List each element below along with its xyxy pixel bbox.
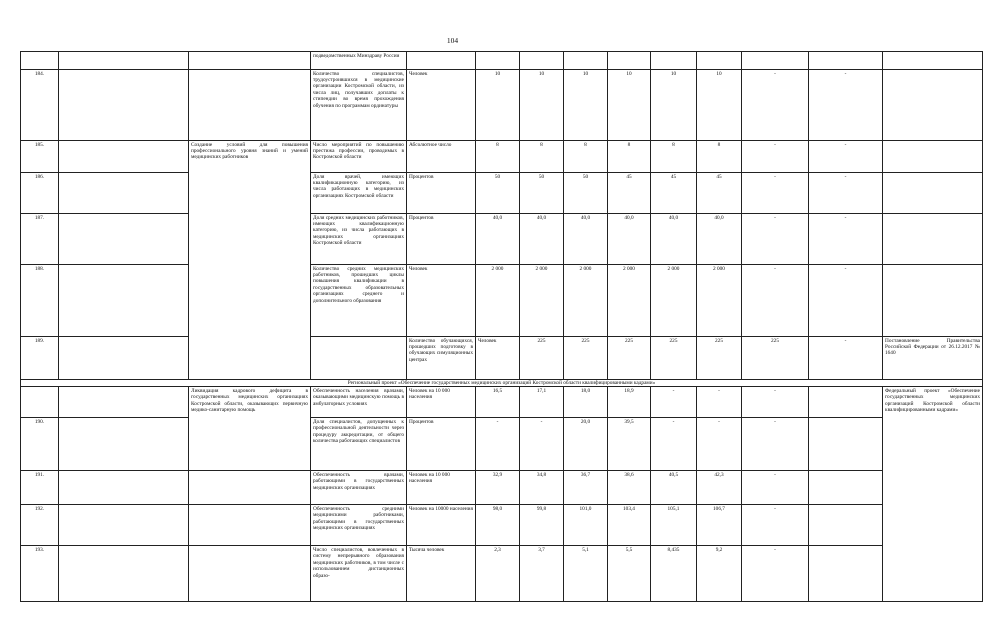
value-cell: 50 (564, 173, 608, 214)
value-cell (809, 387, 883, 418)
unit-cell: Процентов (407, 173, 476, 214)
indicator-cell: Количество специалистов, трудоустроившихся в медицинские организации Костромской области, из числа лиц, получавших доплаты к стипендии во время прохождения обучения по программам ординатуры (311, 70, 407, 141)
value-cell: 10 (651, 70, 697, 141)
doc-cell (883, 70, 983, 141)
value-cell (608, 52, 651, 70)
value-cell: - (809, 141, 883, 173)
value-cell: - (742, 214, 809, 265)
blank-cell (59, 214, 189, 265)
task-cell (189, 505, 311, 546)
doc-cell (883, 173, 983, 214)
indicator-cell: Количество обучающихся, прошедших подготовку в обучающих симуляционных центрах (407, 337, 476, 380)
value-cell: - (742, 505, 809, 546)
unit-cell: Человек на 10 000 населения (407, 387, 476, 418)
value-cell: 40,0 (697, 214, 742, 265)
value-cell: 101,0 (564, 505, 608, 546)
task-cell: Создание условий для повышения профессионального уровня знаний и умений медицинских работников (189, 141, 311, 380)
row-number: 189. (21, 337, 59, 380)
task-cell (189, 471, 311, 505)
value-cell: 2 000 (520, 265, 564, 337)
blank-cell (59, 546, 189, 602)
value-cell: 2 000 (608, 265, 651, 337)
doc-cell: Федеральный проект «Обеспечение государственных медицинских организаций Костромской области квалифицированными кадрами» (883, 387, 983, 602)
value-cell: 225 (742, 337, 809, 380)
value-cell: - (742, 387, 809, 418)
value-cell: - (809, 337, 883, 380)
indicators-table (20, 51, 983, 602)
table-row (21, 471, 983, 505)
unit-cell: Человек (407, 70, 476, 141)
table-row (21, 70, 983, 141)
blank-cell (59, 337, 189, 380)
table-row (21, 52, 983, 70)
value-cell: 5,1 (564, 546, 608, 602)
blank-cell (59, 418, 189, 471)
blank-cell (59, 70, 189, 141)
value-cell: - (651, 387, 697, 418)
value-cell: 225 (697, 337, 742, 380)
table-row (21, 546, 983, 602)
value-cell: 8 (608, 141, 651, 173)
value-cell (809, 418, 883, 471)
value-cell: 105,1 (651, 505, 697, 546)
value-cell (651, 52, 697, 70)
value-cell: - (809, 173, 883, 214)
value-cell: 8 (520, 141, 564, 173)
unit-cell: Человек (476, 337, 520, 380)
row-number: 190. (21, 418, 59, 471)
unit-cell: Процентов (407, 214, 476, 265)
value-cell: 3,7 (520, 546, 564, 602)
task-cell (189, 52, 311, 70)
task-cell (189, 70, 311, 141)
doc-cell (883, 214, 983, 265)
value-cell: 20,0 (564, 418, 608, 471)
table-row (21, 418, 983, 471)
row-number: 191. (21, 471, 59, 505)
unit-cell: Абсолютное число (407, 141, 476, 173)
value-cell: 10 (608, 70, 651, 141)
value-cell (520, 52, 564, 70)
value-cell (697, 52, 742, 70)
value-cell: 99,8 (520, 505, 564, 546)
page-number: 104 (446, 36, 459, 45)
value-cell: 45 (697, 173, 742, 214)
value-cell: 39,5 (608, 418, 651, 471)
table-row (21, 214, 983, 265)
blank-cell (59, 505, 189, 546)
value-cell: - (697, 418, 742, 471)
unit-cell (407, 52, 476, 70)
value-cell: - (742, 265, 809, 337)
value-cell (809, 546, 883, 602)
indicator-cell: Число специалистов, вовлеченных в систему непрерывного образования медицинских работников, в том числе с использованием дистанционных образо- (311, 546, 407, 602)
value-cell: 34,8 (520, 471, 564, 505)
value-cell: 10 (476, 70, 520, 141)
blank-cell (59, 387, 189, 418)
value-cell: 40,0 (651, 214, 697, 265)
row-number: 186. (21, 173, 59, 214)
row-number: 188. (21, 265, 59, 337)
value-cell: 50 (520, 173, 564, 214)
doc-cell: Постановление Правительства Российской Федерации от 26.12.2017 № 1640 (883, 337, 983, 380)
value-cell: 38,6 (608, 471, 651, 505)
value-cell: 32,9 (476, 471, 520, 505)
value-cell: 103,4 (608, 505, 651, 546)
doc-cell (883, 265, 983, 337)
indicator-cell: Количество средних медицинских работников, прошедших циклы повышения квалификации в государственных образовательных организациях среднего и дополнительного образования (311, 265, 407, 337)
value-cell: 2 000 (564, 265, 608, 337)
value-cell (476, 52, 520, 70)
value-cell: 10 (520, 70, 564, 141)
value-cell: 225 (651, 337, 697, 380)
value-cell: 40,0 (564, 214, 608, 265)
indicator-cell: подведомственных Минздраву России (311, 52, 407, 70)
value-cell: 98,0 (476, 505, 520, 546)
value-cell: 8 (476, 141, 520, 173)
value-cell: 225 (520, 337, 564, 380)
indicator-cell: Доля средних медицинских работников, имеющих квалификационную категорию, из числа работающих в медицинских организациях Костромской области (311, 214, 407, 265)
value-cell: 10 (697, 70, 742, 141)
value-cell: 2 000 (476, 265, 520, 337)
row-number: 192. (21, 505, 59, 546)
row-number (21, 52, 59, 70)
value-cell (809, 471, 883, 505)
row-number (21, 387, 59, 418)
blank-cell (59, 471, 189, 505)
value-cell: 8 (697, 141, 742, 173)
value-cell: 9,2 (697, 546, 742, 602)
doc-cell (883, 52, 983, 70)
value-cell: 2,3 (476, 546, 520, 602)
indicator-cell: Обеспеченность врачами, работающими в государственных медицинских организациях (311, 471, 407, 505)
value-cell: 8 (651, 141, 697, 173)
value-cell: 5,5 (608, 546, 651, 602)
value-cell: - (742, 546, 809, 602)
unit-cell: Человек на 10 000 населения (407, 471, 476, 505)
value-cell: 8,435 (651, 546, 697, 602)
value-cell: 16,5 (476, 387, 520, 418)
indicator-cell: Доля врачей, имеющих квалификационную категорию, из числа работающих в медицинских организациях Костромской области (311, 173, 407, 214)
indicator-cell: Число мероприятий по повышению престижа профессии, проводимых в Костромской области (311, 141, 407, 173)
value-cell: 8 (564, 141, 608, 173)
value-cell (809, 52, 883, 70)
value-cell: 45 (651, 173, 697, 214)
unit-cell: Процентов (407, 418, 476, 471)
value-cell: - (809, 214, 883, 265)
unit-cell: Человек на 10000 населения (407, 505, 476, 546)
row-number: 185. (21, 141, 59, 173)
value-cell: 36,7 (564, 471, 608, 505)
value-cell: 17,1 (520, 387, 564, 418)
value-cell: - (809, 70, 883, 141)
value-cell: 40,5 (651, 471, 697, 505)
value-cell: 106,7 (697, 505, 742, 546)
value-cell: - (697, 387, 742, 418)
value-cell (564, 52, 608, 70)
value-cell: 18,9 (608, 387, 651, 418)
table-row (21, 141, 983, 173)
task-cell: Ликвидация кадрового дефицита в государственных медицинских организациях Костромской области, оказывающих первичную медико-санитарную помощь (189, 387, 311, 471)
value-cell: 225 (608, 337, 651, 380)
value-cell: - (809, 265, 883, 337)
value-cell: 40,0 (520, 214, 564, 265)
row-number: 184. (21, 70, 59, 141)
value-cell: - (742, 418, 809, 471)
section-banner: Региональный проект «Обеспечение государственных медицинских организаций Костромской области квалифицированными кадрами» (21, 380, 983, 387)
value-cell: 50 (476, 173, 520, 214)
value-cell: - (476, 418, 520, 471)
value-cell: 2 000 (651, 265, 697, 337)
value-cell: 10 (564, 70, 608, 141)
value-cell: 45 (608, 173, 651, 214)
value-cell (742, 52, 809, 70)
value-cell: 18,0 (564, 387, 608, 418)
table-row (21, 265, 983, 337)
table-row (21, 337, 983, 380)
value-cell: - (742, 70, 809, 141)
blank-cell (59, 141, 189, 173)
unit-cell: Тысяча человек (407, 546, 476, 602)
value-cell: - (742, 471, 809, 505)
indicator-cell: Обеспеченность средними медицинскими работниками, работающими в государственных медицинских организациях (311, 505, 407, 546)
table-row (21, 387, 983, 418)
indicator-cell: Доля специалистов, допущенных к профессиональной деятельности через процедуру аккредитации, от общего количества работающих специалистов (311, 418, 407, 471)
blank-cell (59, 265, 189, 337)
blank-cell (59, 173, 189, 214)
value-cell: 42,3 (697, 471, 742, 505)
value-cell: - (520, 418, 564, 471)
row-number: 193. (21, 546, 59, 602)
task-cell (189, 546, 311, 602)
value-cell (809, 505, 883, 546)
value-cell: 40,0 (476, 214, 520, 265)
doc-cell (883, 141, 983, 173)
table-row (21, 505, 983, 546)
value-cell: 225 (564, 337, 608, 380)
value-cell: 2 000 (697, 265, 742, 337)
value-cell: - (742, 141, 809, 173)
row-number: 187. (21, 214, 59, 265)
indicator-cell: Обеспеченность населения врачами, оказывающими медицинскую помощь в амбулаторных условиях (311, 387, 407, 418)
task-cell (311, 337, 407, 380)
section-banner-row (21, 380, 983, 387)
value-cell: - (742, 173, 809, 214)
blank-cell (59, 52, 189, 70)
table-row (21, 173, 983, 214)
value-cell: - (651, 418, 697, 471)
unit-cell: Человек (407, 265, 476, 337)
value-cell: 40,0 (608, 214, 651, 265)
